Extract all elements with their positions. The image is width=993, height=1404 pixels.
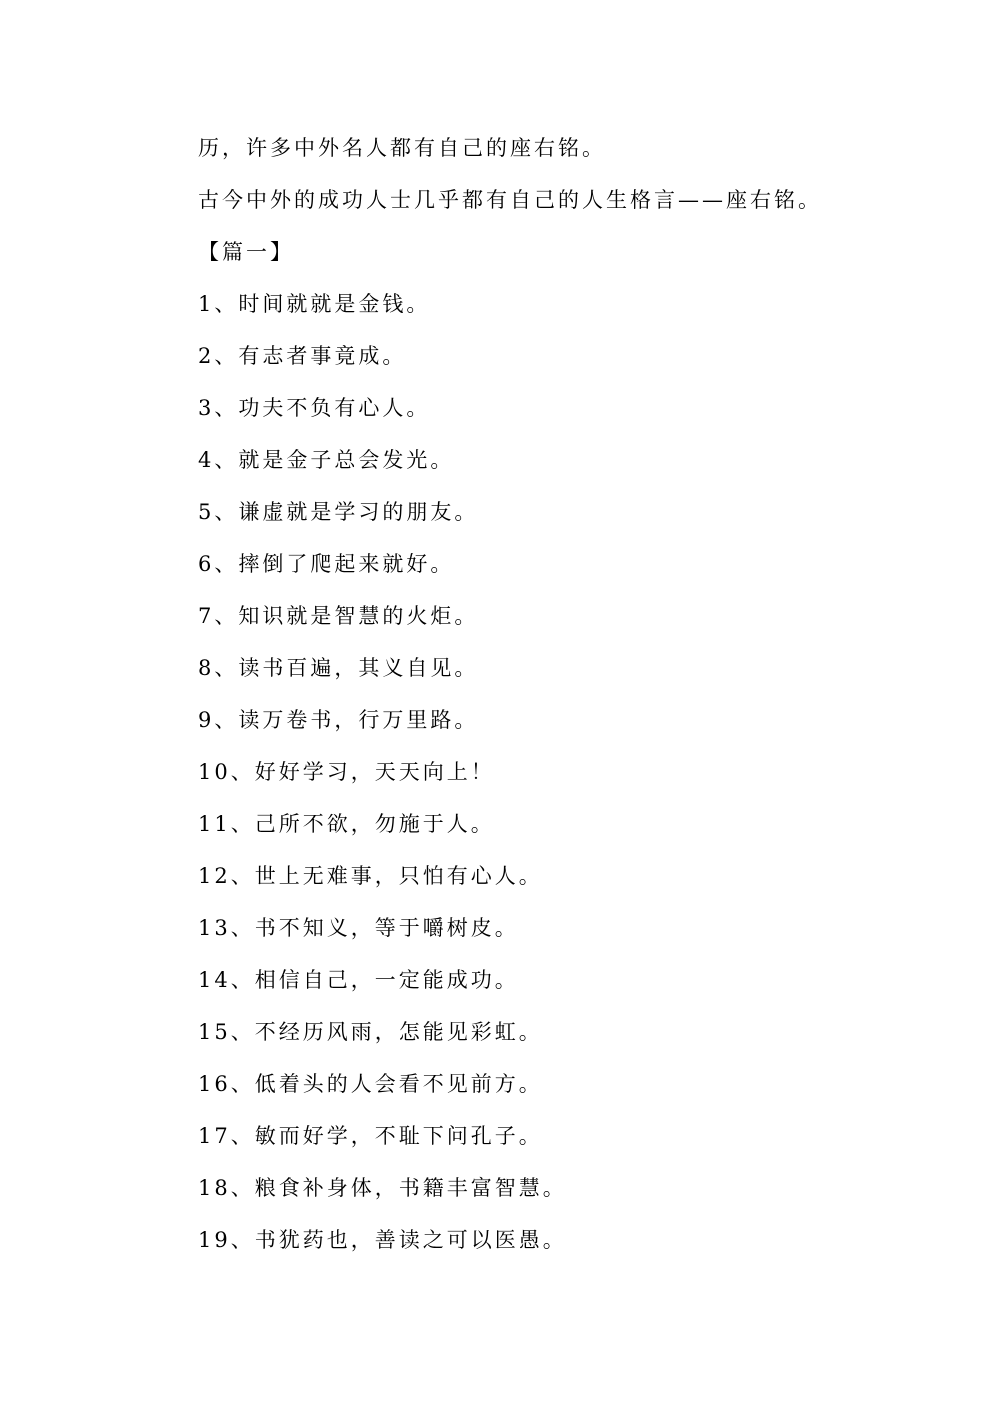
list-item: 4、就是金子总会发光。 [198,448,455,472]
list-item: 6、摔倒了爬起来就好。 [198,552,455,576]
list-item: 17、敏而好学，不耻下问孔子。 [198,1124,543,1148]
list-item: 14、相信自己，一定能成功。 [198,968,519,992]
list-item: 19、书犹药也，善读之可以医愚。 [198,1228,567,1252]
list-item: 9、读万卷书，行万里路。 [198,708,479,732]
list-item: 3、功夫不负有心人。 [198,396,431,420]
list-item: 13、书不知义，等于嚼树皮。 [198,916,519,940]
intro-line-2: 古今中外的成功人士几乎都有自己的人生格言——座右铭。 [198,188,822,212]
list-item: 11、己所不欲，勿施于人。 [198,812,495,836]
intro-line-1: 历，许多中外名人都有自己的座右铭。 [198,136,606,160]
list-item: 2、有志者事竟成。 [198,344,407,368]
list-item: 8、读书百遍，其义自见。 [198,656,479,680]
section-heading: 【篇一】 [198,240,294,264]
list-item: 12、世上无难事，只怕有心人。 [198,864,543,888]
list-item: 5、谦虚就是学习的朋友。 [198,500,479,524]
list-item: 10、好好学习，天天向上！ [198,760,495,784]
list-item: 16、低着头的人会看不见前方。 [198,1072,543,1096]
list-item: 1、时间就就是金钱。 [198,292,431,316]
list-item: 15、不经历风雨，怎能见彩虹。 [198,1020,543,1044]
list-item: 18、粮食补身体，书籍丰富智慧。 [198,1176,567,1200]
list-item: 7、知识就是智慧的火炬。 [198,604,479,628]
